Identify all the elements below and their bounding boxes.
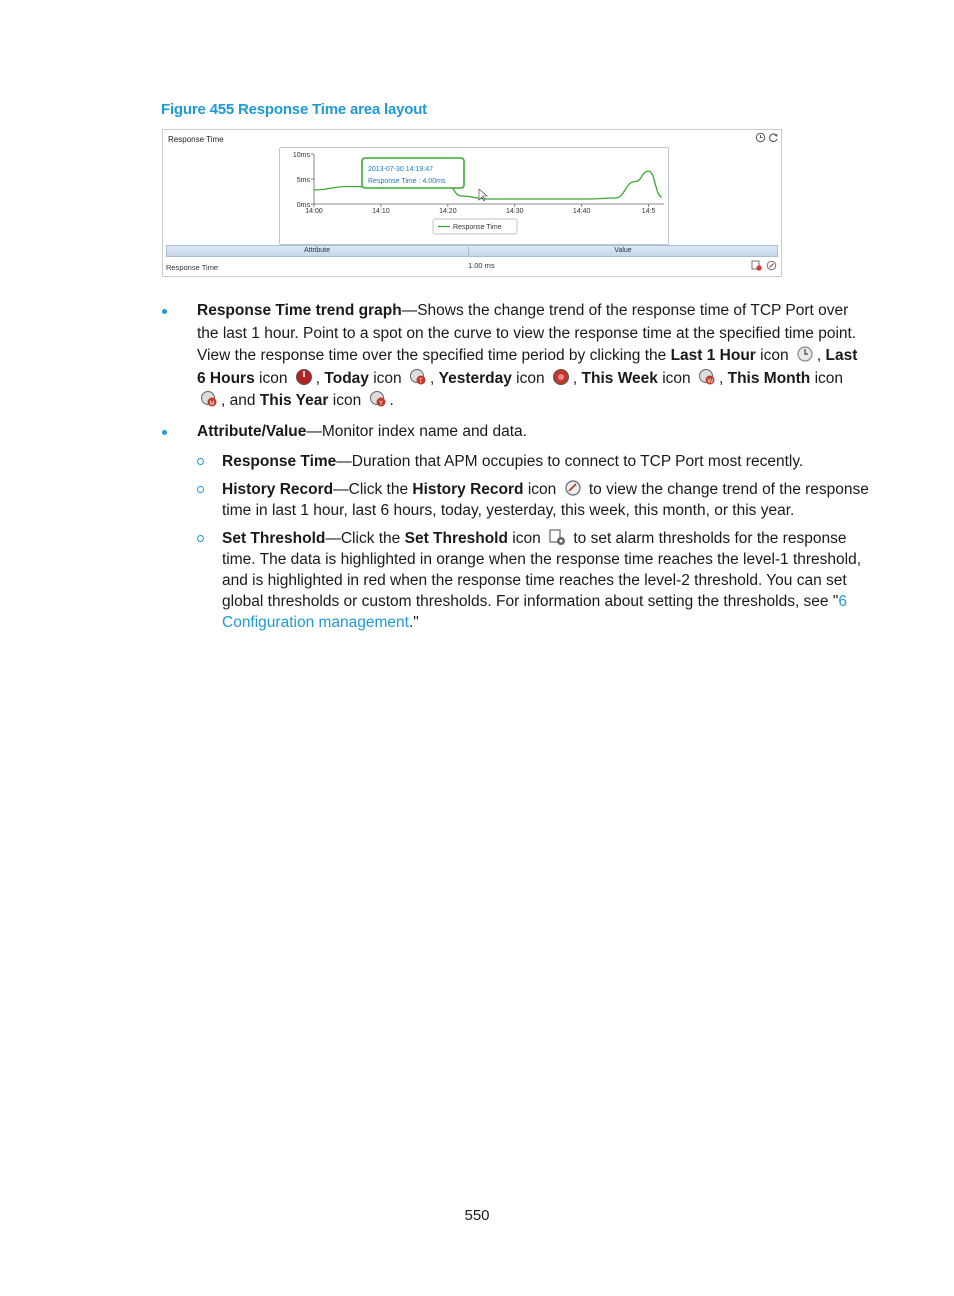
x-tick-label: 14:40	[572, 208, 591, 215]
response-time-chart[interactable]	[280, 148, 668, 244]
set-threshold-icon	[548, 528, 566, 546]
sub-item-history-record: History Record—Click the History Record icon to view the change trend of the response time in last 1 hour, last 6 hours, today, yesterday, this week, this month, or this year.	[197, 479, 870, 521]
svg-text:Y: Y	[378, 401, 383, 407]
header-value[interactable]: Value	[468, 247, 777, 257]
figure-title: Figure 455 Response Time area layout	[161, 101, 427, 118]
last-6-hours-icon	[295, 368, 313, 386]
description-list	[160, 300, 870, 640]
row-value: 1.00 ms	[468, 261, 495, 270]
bullet-attribute-value: Attribute/Value—Monitor index name and data.	[160, 421, 870, 444]
y-tick-label: 0ms	[296, 202, 310, 209]
page-number: 550	[464, 1207, 490, 1224]
y-tick-label: 10ms	[292, 152, 310, 159]
set-threshold-icon[interactable]	[751, 260, 762, 271]
this-year-icon	[369, 390, 387, 408]
row-attribute: Response Time	[166, 263, 219, 272]
bullet-dot	[162, 309, 167, 314]
today-icon	[409, 368, 427, 386]
response-time-panel	[162, 129, 782, 277]
panel-title: Response Time	[168, 135, 224, 144]
x-tick-label: 14:00	[305, 208, 323, 215]
svg-text:M: M	[209, 401, 215, 407]
svg-text:T: T	[418, 378, 423, 385]
header-attribute[interactable]: Attribute	[303, 247, 331, 254]
x-tick-label: 14:5	[641, 208, 656, 215]
tooltip	[362, 158, 464, 188]
x-tick-label: 14:30	[506, 208, 524, 215]
x-tick-label: 14:10	[372, 208, 390, 215]
term-attribute-value: Attribute/Value	[197, 422, 307, 440]
history-record-icon[interactable]	[766, 260, 777, 271]
sub-item-response-time: Response Time—Duration that APM occupies to connect to TCP Port most recently.	[197, 451, 870, 472]
sub-list	[160, 451, 870, 633]
table-header	[166, 245, 778, 257]
sub-item-set-threshold: Set Threshold—Click the Set Threshold icon to set alarm thresholds for the response time. The data is highlighted in orange when the response time reaches the level-1 threshold, and is highlighted in red when the response time reaches the level-2 threshold. You can set global thresholds or custom thresholds. For information about setting the thresholds, see "6 Configuration management."	[197, 528, 870, 633]
this-week-icon	[698, 368, 716, 386]
refresh-icon[interactable]	[768, 132, 779, 143]
panel-toolbar	[755, 132, 779, 143]
x-tick-label: 14:20	[439, 208, 457, 215]
legend-label: Response Time	[453, 224, 502, 231]
bullet-trend-graph: Response Time trend graph—Shows the change trend of the response time of TCP Port over the last 1 hour. Point to a spot on the curve to view the response time at the specified time point. View the response time over the specified time period by clicking the Last 1 Hour icon , Last 6 Hours icon , Today icon T , Yesterday icon , This Week icon W , This Month icon M , and This Year icon Y .	[160, 300, 870, 413]
bullet-dot	[162, 430, 167, 435]
term-trend-graph: Response Time trend graph	[197, 302, 402, 319]
row-actions	[751, 260, 777, 271]
chart-frame	[279, 147, 669, 245]
tooltip-time: 2013-07-30 14:19:47	[368, 166, 433, 173]
this-month-icon	[200, 390, 218, 408]
tooltip-value: Response Time : 4.00ms	[368, 178, 446, 185]
configuration-management-link[interactable]: 6 Configuration management	[222, 593, 847, 631]
sub-bullet	[197, 458, 204, 465]
clock-icon[interactable]	[755, 132, 766, 143]
history-record-icon	[564, 479, 582, 497]
y-tick-label: 5ms	[296, 177, 310, 184]
yesterday-icon	[552, 368, 570, 386]
sub-bullet	[197, 535, 204, 542]
last-1-hour-icon	[796, 345, 814, 363]
svg-text:W: W	[707, 378, 714, 385]
legend[interactable]	[433, 219, 517, 234]
sub-bullet	[197, 486, 204, 493]
